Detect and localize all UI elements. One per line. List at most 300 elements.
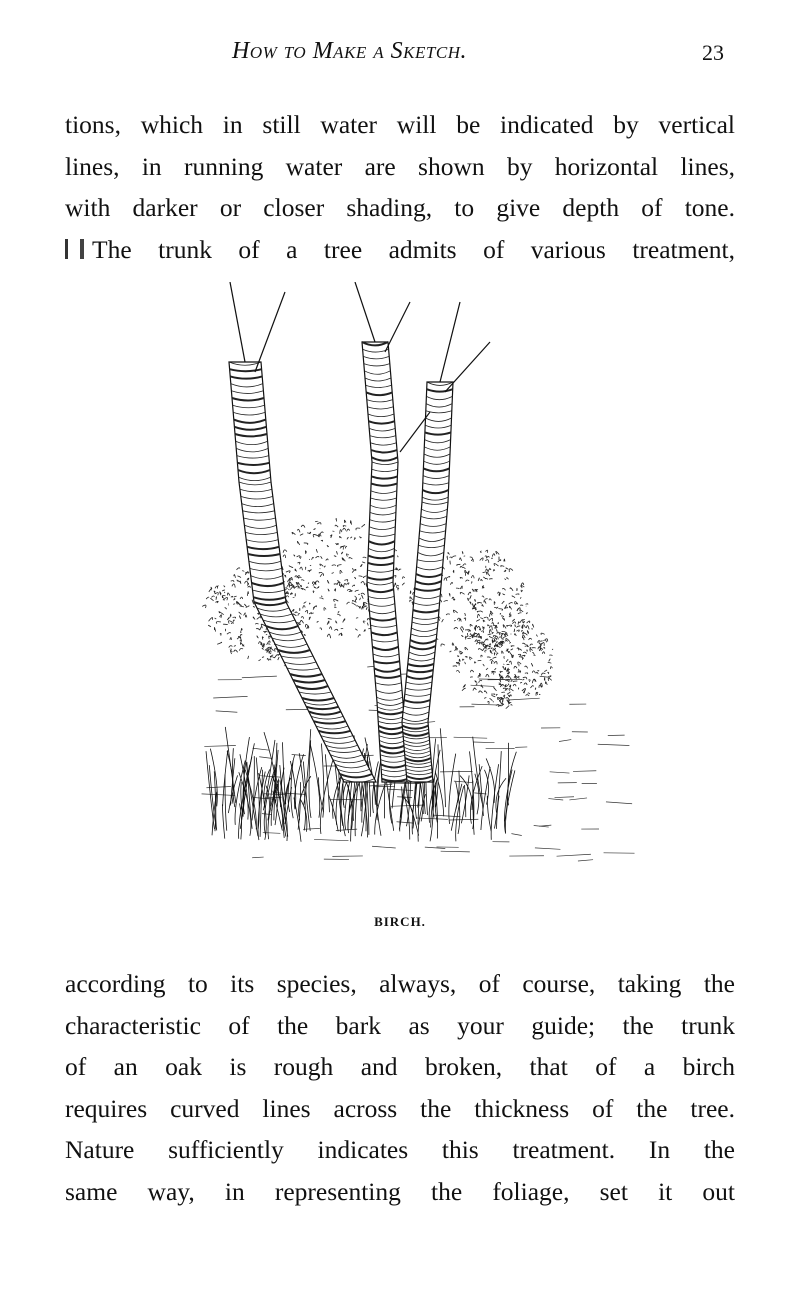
bush-stroke [256,629,260,631]
bush-stroke [485,651,487,653]
bush-stroke [340,546,345,547]
bush-stroke [522,679,524,680]
bush-stroke [354,538,355,540]
bush-stroke [260,626,262,629]
bush-stroke [355,590,359,591]
bush-stroke [234,599,235,601]
bush-stroke [361,593,365,595]
bush-stroke [286,593,289,594]
bush-stroke [528,693,530,694]
bush-stroke [295,569,296,571]
bush-stroke [537,635,538,637]
bush-stroke [278,657,279,660]
bush-stroke [461,629,462,632]
bush-stroke [474,633,477,634]
ground-stroke [397,822,414,823]
bush-stroke [259,642,262,646]
bush-stroke [267,658,269,660]
bush-stroke [478,660,482,661]
bush-stroke [309,603,310,604]
bush-stroke [490,613,493,616]
bush-stroke [321,596,322,597]
bush-stroke [480,558,483,561]
bush-stroke [532,653,534,655]
bush-stroke [283,550,287,553]
bush-stroke [483,572,487,573]
bush-stroke [328,589,329,591]
bush-stroke [217,642,222,644]
bush-stroke [532,671,535,673]
bush-stroke [477,611,480,612]
ground-stroke [303,828,320,829]
bush-stroke [496,653,498,655]
bush-stroke [508,676,511,680]
bush-stroke [234,575,236,578]
bush-stroke [502,638,504,639]
bush-stroke [292,532,295,534]
bush-stroke [494,662,497,665]
bush-stroke [208,625,211,627]
bush-stroke [321,540,323,541]
bush-stroke [343,619,345,623]
bush-stroke [539,643,541,645]
bush-stroke [485,560,489,563]
bush-stroke [493,570,495,572]
bush-stroke [460,586,462,589]
bush-stroke [214,627,215,631]
bush-stroke [507,625,509,626]
bush-stroke [508,684,509,685]
bush-stroke [551,667,553,669]
text-line: lines, in running water are shown by horizontal lines, [65,151,735,181]
text-line: same way, in representing the foliage, set it out [65,1176,735,1206]
bush-stroke [237,576,241,578]
bush-stroke [313,534,318,537]
bush-stroke [267,647,269,649]
bush-stroke [402,583,404,585]
bush-stroke [486,572,489,576]
bush-stroke [509,643,510,644]
bush-stroke [524,683,527,685]
bush-stroke [234,650,238,652]
bush-stroke [506,698,509,700]
bush-stroke [240,581,241,584]
bush-stroke [506,568,509,570]
bush-stroke [308,583,309,584]
ground-stroke [216,711,238,712]
bush-stroke [506,660,508,662]
bush-stroke [539,694,540,695]
bush-stroke [270,659,271,660]
bush-stroke [457,564,461,565]
bush-stroke [469,657,472,660]
paragraph-mark-icon [65,239,84,259]
bush-stroke [491,694,495,695]
bush-stroke [446,576,450,578]
bush-stroke [509,603,513,605]
bush-stroke [530,644,533,646]
bush-stroke [225,607,227,609]
bush-stroke [247,592,248,596]
bush-stroke [285,575,287,577]
bush-stroke [231,596,233,597]
bush-stroke [527,645,529,647]
bush-stroke [334,629,338,631]
bush-stroke [228,605,229,606]
bush-stroke [501,644,503,647]
bush-stroke [289,566,293,568]
bush-stroke [253,606,254,607]
bush-stroke [502,631,506,632]
bush-stroke [362,606,363,609]
bush-stroke [228,593,230,596]
bush-stroke [343,559,344,560]
bush-stroke [319,535,320,537]
running-title: How to Make a Sketch. [232,38,467,64]
bush-stroke [460,558,462,561]
bush-stroke [320,564,323,566]
bush-stroke [244,613,246,616]
bush-stroke [224,586,225,587]
bush-stroke [522,658,523,660]
branch [385,302,410,352]
bush-stroke [479,648,483,650]
bush-stroke [478,602,482,603]
bush-stroke [231,623,233,624]
ground-stroke [206,786,230,787]
bush-stroke [468,592,471,595]
bush-stroke [367,623,368,626]
bush-stroke [211,596,214,597]
bush-stroke [523,677,527,679]
bush-stroke [506,706,509,709]
bush-stroke [484,639,486,642]
bush-stroke [299,622,300,624]
grass-blade [300,799,307,832]
ground-stroke [391,805,425,806]
bush-stroke [471,670,474,672]
bush-stroke [295,586,299,588]
bush-stroke [530,647,531,650]
grass-blade [426,779,428,815]
bush-stroke [481,631,483,633]
branch [445,342,490,392]
bush-stroke [487,617,488,619]
ground-stroke [557,854,591,856]
bush-stroke [483,642,484,643]
bush-stroke [247,578,249,580]
bush-stroke [345,546,347,548]
bush-stroke [534,655,536,656]
bush-stroke [476,619,480,621]
bush-stroke [483,620,485,622]
bush-stroke [481,655,483,657]
bush-stroke [237,568,240,570]
bush-stroke [512,619,514,621]
bush-stroke [505,641,507,642]
bush-stroke [522,643,525,645]
bush-stroke [301,525,305,527]
bush-stroke [498,560,501,562]
bush-stroke [516,594,519,595]
bush-stroke [449,593,450,596]
bush-stroke [491,648,492,649]
bush-stroke [478,578,479,581]
bush-stroke [471,575,474,578]
bush-stroke [515,634,517,636]
bush-stroke [530,686,533,688]
bush-stroke [347,602,350,604]
bush-stroke [240,635,242,636]
bush-stroke [475,640,477,642]
ground-stroke [473,742,494,743]
ground-stroke [454,781,473,782]
bush-stroke [462,635,464,636]
bush-stroke [479,691,483,693]
bush-stroke [500,613,501,614]
bush-stroke [496,607,498,609]
bush-stroke [490,568,491,570]
bush-stroke [239,616,240,619]
bush-stroke [363,557,367,558]
figure-caption: BIRCH. [374,914,426,929]
bush-stroke [521,586,524,588]
bush-stroke [319,598,323,599]
bush-stroke [483,664,485,666]
text-line: requires curved lines across the thickness of the tree. [65,1093,735,1123]
bush-stroke [485,599,488,600]
bush-stroke [352,585,354,587]
bush-stroke [327,580,329,583]
bush-stroke [526,695,529,696]
bush-stroke [509,606,511,609]
bush-stroke [356,618,358,619]
bush-stroke [396,568,399,571]
bush-stroke [303,606,306,609]
bush-stroke [300,534,303,535]
bush-stroke [461,627,464,630]
bush-stroke [552,649,553,650]
bush-stroke [494,602,495,605]
bush-stroke [547,672,548,674]
bush-stroke [509,695,511,697]
bush-stroke [493,657,496,658]
bush-stroke [309,532,310,533]
bush-stroke [504,696,505,699]
bush-stroke [329,627,331,630]
ground-stroke [548,799,563,800]
bush-stroke [492,695,496,697]
bush-stroke [495,638,497,640]
bush-stroke [477,626,480,629]
ground-stroke [260,776,280,777]
bush-stroke [216,622,221,624]
bush-stroke [220,592,222,595]
bush-stroke [270,648,273,651]
bush-stroke [283,555,286,558]
bush-stroke [452,556,456,558]
bush-stroke [470,602,472,605]
bush-stroke [504,559,505,561]
bush-stroke [334,589,335,592]
bush-stroke [499,674,501,677]
bush-stroke [335,525,338,527]
bush-stroke [342,558,345,561]
ground-stroke [262,814,272,815]
bush-stroke [362,595,364,599]
bush-stroke [521,655,525,656]
bush-stroke [503,593,505,594]
bush-stroke [270,656,274,658]
bush-stroke [245,604,247,607]
bush-stroke [528,680,530,682]
bush-stroke [533,624,534,627]
bush-stroke [245,615,246,618]
bush-stroke [501,616,504,617]
bush-stroke [305,610,307,613]
ground-stroke [253,748,270,750]
bush-stroke [542,643,545,646]
bush-stroke [471,677,473,678]
bush-stroke [525,666,528,668]
bush-stroke [494,668,495,670]
bush-stroke [512,596,515,598]
ground-stroke [441,851,470,852]
bush-stroke [267,649,270,650]
bush-stroke [486,674,489,677]
bush-stroke [472,589,473,591]
bush-stroke [474,662,476,664]
bush-stroke [520,610,523,612]
bush-stroke [333,531,334,532]
bush-stroke [509,685,510,688]
bush-stroke [519,669,520,671]
bush-stroke [527,631,529,634]
bush-stroke [234,645,236,646]
bush-stroke [300,620,303,623]
bush-stroke [452,644,453,645]
bush-stroke [314,587,317,589]
grass-blade [222,804,224,838]
bush-stroke [234,596,237,597]
bush-stroke [456,588,459,589]
bush-stroke [317,587,319,589]
ground-stroke [511,834,521,836]
bush-stroke [516,626,520,627]
bush-stroke [215,601,218,603]
bush-stroke [248,586,251,588]
bush-stroke [459,659,460,661]
branch [230,282,245,362]
bush-stroke [301,617,304,619]
bush-stroke [269,636,271,639]
bush-stroke [343,526,346,527]
bush-stroke [399,569,401,570]
bush-stroke [460,577,463,578]
bush-stroke [298,562,300,564]
bush-stroke [496,630,497,632]
bush-stroke [475,599,476,601]
bush-stroke [308,570,310,571]
bush-stroke [496,641,497,643]
bush-stroke [218,586,219,588]
bush-stroke [355,629,357,630]
bush-stroke [492,558,493,559]
bush-stroke [320,628,322,630]
bush-stroke [361,524,364,527]
bush-stroke [360,564,362,566]
bush-stroke [315,556,319,558]
birch-illustration [160,282,640,902]
bush-stroke [526,604,528,605]
bush-stroke [511,681,512,682]
bush-stroke [493,649,496,653]
bush-stroke [531,663,532,666]
bush-stroke [312,557,314,559]
bush-stroke [324,608,326,611]
bush-stroke [460,592,464,594]
bush-stroke [453,570,454,573]
ground-stroke [314,839,348,840]
bush-stroke [297,556,300,558]
text-line: with darker or closer shading, to give depth of tone. [65,193,735,222]
ground-stroke [569,798,587,800]
bush-stroke [347,537,348,539]
bush-stroke [239,612,242,614]
bush-stroke [337,565,341,567]
bush-stroke [544,670,547,672]
bush-stroke [240,632,241,633]
bush-stroke [268,644,270,645]
ground-stroke [550,772,570,773]
bush-stroke [464,614,465,616]
bush-stroke [518,662,521,665]
bush-stroke [241,628,242,631]
bush-stroke [542,652,544,654]
bush-stroke [304,634,306,635]
grass-blade [464,785,465,817]
bush-stroke [496,694,497,695]
bush-stroke [286,571,290,573]
bush-stroke [476,642,479,644]
bush-stroke [471,559,473,562]
bush-stroke [398,588,399,591]
ground-stroke [559,740,571,742]
text-line: tions, which in still water will be indicated by vertical [65,110,735,139]
bush-stroke [233,604,235,605]
branch [440,302,460,382]
bush-stroke [515,625,516,627]
bush-stroke [485,698,487,699]
bush-stroke [506,675,508,678]
bush-stroke [293,614,296,616]
bush-stroke [354,577,355,579]
ground-stroke [204,746,236,747]
bush-stroke [359,594,360,595]
text-line: Nature sufficiently indicates this treatment. In the [65,1135,735,1164]
bush-stroke [305,551,306,554]
bush-stroke [454,627,458,629]
bush-stroke [463,567,466,568]
bush-stroke [482,596,484,598]
bush-stroke [511,649,513,650]
bush-stroke [317,523,321,525]
bush-stroke [259,660,261,661]
bush-stroke [206,597,209,599]
bush-stroke [548,676,551,677]
text-line-with-mark [65,229,735,271]
bush-stroke [306,587,308,588]
